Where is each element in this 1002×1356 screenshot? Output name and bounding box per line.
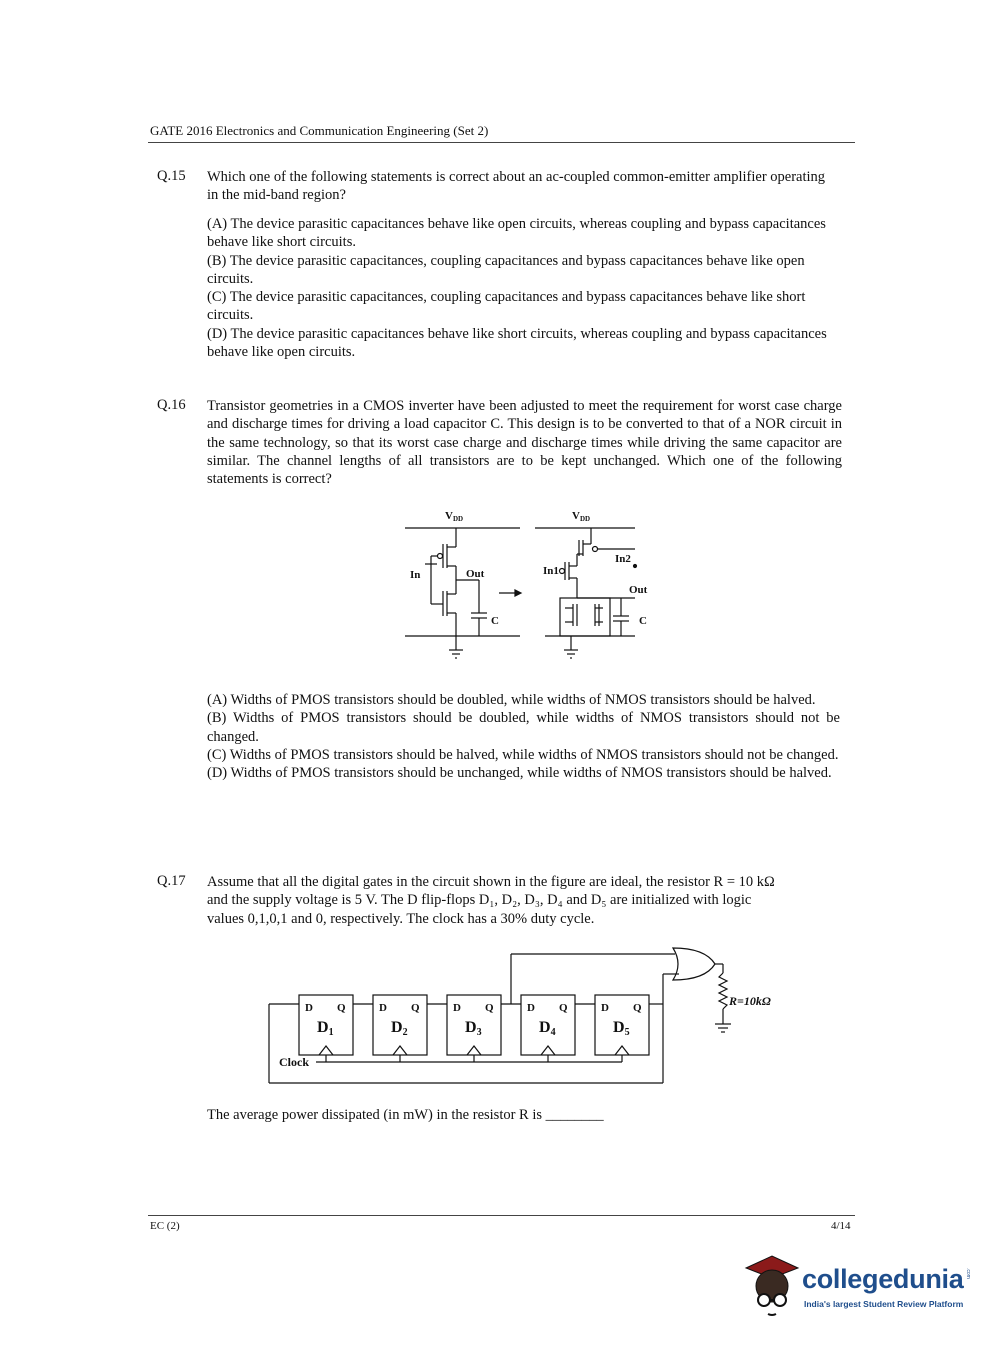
brand-tagline: India's largest Student Review Platform: [804, 1299, 964, 1309]
flipflop-d4: [527, 1002, 568, 1038]
question-number-16: Q.16: [157, 397, 186, 413]
question-15-stem: Which one of the following statements is correct about an ac-coupled common-emitter amplifier operating in the mid-band region?: [207, 169, 826, 204]
brand-name: collegedunia: [802, 1264, 964, 1294]
question-17-stem: [207, 873, 847, 928]
flipflop-circuit-figure: [265, 940, 790, 1090]
nor-load-label: C: [639, 615, 647, 627]
flipflop-d1: [305, 1002, 346, 1038]
resistor-label: R=10kΩ: [729, 994, 771, 1008]
clock-label: Clock: [279, 1055, 309, 1069]
nor-in2-label: In2: [615, 553, 631, 565]
option-b: (B) Widths of PMOS transistors should be doubled, while widths of NMOS transistors should not be changed.: [207, 710, 840, 745]
question-17-answer-prompt: The average power dissipated (in mW) in the resistor R is ________: [207, 1107, 604, 1123]
page-header-title: GATE 2016 Electronics and Communication Engineering (Set 2): [150, 123, 489, 138]
svg-text:D5: D5: [613, 1019, 630, 1038]
mascot-icon: [742, 1252, 802, 1318]
flipflop-d2: [379, 1002, 420, 1038]
header-divider: [148, 142, 855, 143]
option-c: (C) The device parasitic capacitances, coupling capacitances and bypass capacitances behave like short circuits.: [207, 289, 806, 324]
collegedunia-watermark: [742, 1252, 972, 1322]
svg-text:Q: Q: [559, 1002, 568, 1014]
nor-vdd-label: VDD: [572, 510, 591, 523]
flipflop-d5: [601, 1002, 642, 1038]
option-d: (D) The device parasitic capacitances behave like short circuits, whereas coupling and bypass capacitances behave like open circuits.: [207, 325, 827, 361]
svg-text:D: D: [453, 1002, 461, 1014]
nor-out-label: Out: [629, 584, 648, 596]
question-16-stem: Transistor geometries in a CMOS inverter have been adjusted to meet the requirement for worst case charge and discharge times for driving a load capacitor C. This design is to be converted to that of a NOR circuit in the same technology, so that its worst case charge and discharge times while driving the same capacitor are similar. The channel lengths of all transistors are to be kept unchanged. Which one of the following statements is correct?: [207, 398, 842, 488]
question-17-stem-line-3: values 0,1,0,1 and 0, respectively. The clock has a 30% duty cycle.: [207, 910, 595, 927]
svg-text:D1: D1: [317, 1019, 334, 1038]
option-a: (A) The device parasitic capacitances behave like open circuits, whereas coupling and bypass capacitances behave like short circuits.: [207, 216, 826, 251]
svg-text:Q: Q: [485, 1002, 494, 1014]
question-17-stem-line-2: and the supply voltage is 5 V. The D flip-flops D₁, D₂, D₃, D₄ and D₅ are initialized with logic: [207, 892, 752, 909]
footer-page-number: 4/14: [831, 1220, 851, 1232]
question-15-options: [207, 215, 837, 361]
option-d: (D) Widths of PMOS transistors should be unchanged, while widths of NMOS transistors should be halved.: [207, 765, 832, 782]
question-number-15: Q.15: [157, 168, 186, 184]
svg-text:D4: D4: [539, 1019, 556, 1038]
brand-side-text: .com: [965, 1268, 971, 1279]
svg-text:D: D: [601, 1002, 609, 1014]
option-b: (B) The device parasitic capacitances, coupling capacitances and bypass capacitances behave like open circuits.: [207, 252, 805, 287]
inverter-vdd-label: VDD: [445, 510, 464, 523]
svg-text:Q: Q: [411, 1002, 420, 1014]
question-16-options: [207, 691, 840, 782]
svg-text:D: D: [379, 1002, 387, 1014]
question-17-stem-line-1: Assume that all the digital gates in the circuit shown in the figure are ideal, the resistor R = 10 kΩ: [207, 874, 775, 890]
question-number-17: Q.17: [157, 873, 186, 889]
nor-in1-label: In1: [543, 565, 559, 577]
inverter-out-label: Out: [466, 568, 485, 580]
inverter-in-label: In: [410, 569, 421, 581]
footer-divider: [148, 1215, 855, 1216]
svg-text:Q: Q: [633, 1002, 642, 1014]
cmos-inverter-nor-figure: [395, 500, 665, 670]
inverter-load-label: C: [491, 615, 499, 627]
svg-text:D: D: [305, 1002, 313, 1014]
svg-text:D: D: [527, 1002, 535, 1014]
option-c: (C) Widths of PMOS transistors should be halved, while widths of NMOS transistors should not be changed.: [207, 746, 839, 763]
svg-text:D3: D3: [465, 1019, 482, 1038]
footer-left: EC (2): [150, 1220, 180, 1232]
svg-text:Q: Q: [337, 1002, 346, 1014]
option-a: (A) Widths of PMOS transistors should be doubled, while widths of NMOS transistors should be halved.: [207, 692, 816, 708]
svg-text:D2: D2: [391, 1019, 408, 1038]
flipflop-d3: [453, 1002, 494, 1038]
